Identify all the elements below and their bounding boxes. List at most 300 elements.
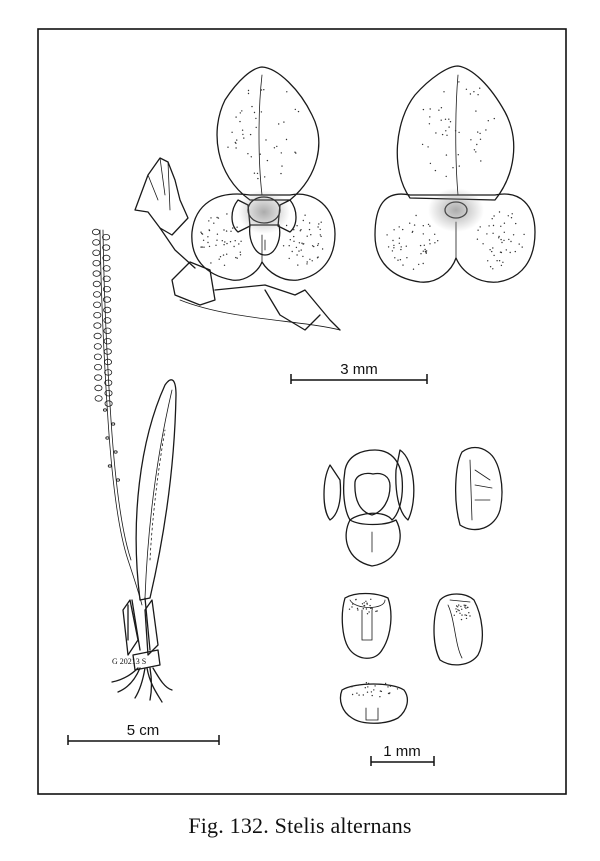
stipple-dot [209, 246, 210, 247]
stipple-dot [475, 110, 476, 111]
column-side-view [456, 448, 502, 530]
scale-label-habit: 5 cm [126, 722, 160, 739]
stipple-dot [500, 252, 501, 253]
stipple-dot [236, 227, 237, 228]
stipple-dot [254, 173, 255, 174]
stipple-dot [466, 89, 467, 90]
stipple-dot [424, 245, 425, 246]
stipple-dot [500, 226, 501, 227]
stipple-dot [321, 222, 322, 223]
stipple-dot [223, 254, 224, 255]
stipple-dot [286, 139, 287, 140]
raceme-flower-bud [105, 401, 112, 407]
stipple-dot [504, 232, 505, 233]
stipple-dot [355, 599, 356, 600]
stipple-dot [261, 89, 262, 90]
stipple-dot [358, 694, 359, 695]
stipple-dot [242, 130, 243, 131]
stipple-dot [513, 234, 514, 235]
stipple-dot [357, 609, 358, 610]
stipple-dot [306, 263, 307, 264]
raceme-node [116, 479, 119, 481]
stipple-dot [236, 139, 237, 140]
stipple-dot [485, 129, 486, 130]
raceme-flower-bud [104, 328, 111, 334]
stipple-dot [376, 610, 377, 611]
stipple-dot [289, 258, 290, 259]
stipple-dot [429, 239, 430, 240]
stipple-dot [296, 254, 297, 255]
stipple-dot [460, 606, 461, 607]
stipple-dot [363, 694, 364, 695]
stipple-dot [241, 110, 242, 111]
raceme-flower-bud [95, 364, 102, 370]
stipple-dot [307, 236, 308, 237]
stipple-dot [367, 686, 368, 687]
stipple-dot [461, 619, 462, 620]
stipple-dot [429, 116, 430, 117]
raceme-flower-bud [94, 302, 101, 308]
stipple-dot [352, 603, 353, 604]
stipple-dot [397, 688, 398, 689]
stipple-dot [216, 217, 217, 218]
stipple-dot [235, 257, 236, 258]
stipple-dot [290, 239, 291, 240]
stipple-dot [386, 234, 387, 235]
stipple-dot [458, 604, 459, 605]
stipple-dot [470, 139, 471, 140]
stipple-dot [296, 225, 297, 226]
stipple-dot [490, 266, 491, 267]
stipple-dot [429, 225, 430, 226]
stipple-dot [428, 224, 429, 225]
stipple-dot [493, 225, 494, 226]
stipple-dot [349, 609, 350, 610]
stipple-dot [390, 686, 391, 687]
stipple-dot [511, 217, 512, 218]
stipple-dot [207, 242, 208, 243]
stipple-dot [480, 226, 481, 227]
stipple-dot [293, 236, 294, 237]
stipple-dot [226, 243, 227, 244]
stipple-dot [207, 236, 208, 237]
stipple-dot [281, 165, 282, 166]
stipple-dot [365, 687, 366, 688]
stipple-dot [469, 615, 470, 616]
stipple-dot [464, 606, 465, 607]
stipple-dot [510, 241, 511, 242]
column-detail [344, 450, 403, 520]
stipple-dot [220, 256, 221, 257]
stipple-dot [452, 167, 453, 168]
stipple-dot [434, 234, 435, 235]
stipple-dot [235, 116, 236, 117]
stipple-dot [402, 264, 403, 265]
raceme-flower-bud [95, 375, 102, 381]
stipple-dot [406, 257, 407, 258]
stipple-dot [446, 135, 447, 136]
stipple-dot [475, 151, 476, 152]
raceme-flower-bud [103, 234, 110, 240]
lip-detail [346, 520, 400, 566]
stipple-dot [281, 152, 282, 153]
stipple-dot [320, 229, 321, 230]
stipple-dot [487, 260, 488, 261]
stipple-dot [437, 240, 438, 241]
stipple-dot [317, 257, 318, 258]
stipple-dot [446, 154, 447, 155]
stipple-dot [364, 602, 365, 603]
stipple-dot [372, 695, 373, 696]
anther-cap [355, 473, 390, 515]
stipple-dot [470, 93, 471, 94]
stipple-dot [501, 265, 502, 266]
stipple-dot [363, 608, 364, 609]
stipple-dot [280, 173, 281, 174]
stipple-dot [264, 176, 265, 177]
stipple-dot [373, 689, 374, 690]
stipple-dot [409, 223, 410, 224]
stipple-dot [248, 93, 249, 94]
stipple-dot [367, 692, 368, 693]
stipple-dot [442, 134, 443, 135]
stipple-dot [388, 246, 389, 247]
stipple-dot [231, 132, 232, 133]
stipple-dot [465, 605, 466, 606]
stipple-dot [227, 147, 228, 148]
stipple-dot [488, 120, 489, 121]
stipple-dot [473, 91, 474, 92]
raceme-flower-bud [104, 318, 111, 324]
stipple-dot [458, 610, 459, 611]
stipple-dot [476, 144, 477, 145]
stipple-dot [283, 121, 284, 122]
stipple-dot [224, 241, 225, 242]
raceme-flower-bud [92, 229, 99, 235]
stipple-dot [499, 211, 500, 212]
stipple-dot [261, 111, 262, 112]
stipple-dot [493, 215, 494, 216]
stipple-dot [224, 265, 225, 266]
stipple-dot [423, 225, 424, 226]
stipple-dot [276, 146, 277, 147]
stipple-dot [480, 139, 481, 140]
stipple-dot [254, 112, 255, 113]
stipple-dot [458, 81, 459, 82]
stipple-dot [493, 255, 494, 256]
stipple-dot [426, 250, 427, 251]
raceme-flower-bud [93, 260, 100, 266]
stipple-dot [226, 230, 227, 231]
stipple-dot [477, 131, 478, 132]
stipple-dot [368, 611, 369, 612]
stipple-dot [488, 225, 489, 226]
figure-caption: Fig. 132. Stelis alternans [188, 813, 412, 838]
scale-bar-dissection [371, 743, 434, 766]
stipple-dot [303, 243, 304, 244]
stipple-dot [309, 259, 310, 260]
stipple-dot [371, 691, 372, 692]
stipple-dot [309, 222, 310, 223]
stipple-dot [380, 690, 381, 691]
raceme-flower-bud [93, 250, 100, 256]
stipple-dot [235, 143, 236, 144]
stipple-dot [375, 611, 376, 612]
stipple-dot [494, 118, 495, 119]
raceme-flower-bud [94, 344, 101, 350]
stipple-dot [401, 246, 402, 247]
stipple-dot [450, 121, 451, 122]
stipple-dot [240, 112, 241, 113]
raceme-flower-bud [93, 271, 100, 277]
stipple-dot [400, 249, 401, 250]
stipple-dot [357, 608, 358, 609]
stipple-dot [399, 238, 400, 239]
stipple-dot [265, 139, 266, 140]
stipple-dot [366, 682, 367, 683]
stipple-dot [489, 249, 490, 250]
stipple-dot [304, 215, 305, 216]
stipple-dot [233, 246, 234, 247]
stipple-dot [500, 239, 501, 240]
raceme-flower-bud [94, 312, 101, 318]
stipple-dot [427, 146, 428, 147]
stipple-dot [232, 227, 233, 228]
stipple-dot [223, 244, 224, 245]
scale-label-flower: 3 mm [340, 361, 378, 378]
stipple-dot [320, 236, 321, 237]
stipple-dot [283, 245, 284, 246]
stipple-dot [237, 258, 238, 259]
stipple-dot [240, 254, 241, 255]
stipple-dot [299, 242, 300, 243]
stipple-dot [441, 107, 442, 108]
stipple-dot [479, 88, 480, 89]
stipple-dot [230, 241, 231, 242]
stipple-dot [492, 233, 493, 234]
dissection-stippling [349, 599, 471, 698]
stipple-dot [402, 229, 403, 230]
stipple-dot [223, 229, 224, 230]
stipple-dot [367, 603, 368, 604]
stipple-dot [367, 613, 368, 614]
stipple-dot [423, 251, 424, 252]
stipple-dot [295, 109, 296, 110]
stipple-dot [482, 243, 483, 244]
stipple-dot [312, 260, 313, 261]
scale-label-dissection: 1 mm [383, 743, 421, 760]
stipple-dot [239, 121, 240, 122]
stipple-dot [434, 242, 435, 243]
petal-left-detail [324, 465, 341, 520]
stipple-dot [454, 615, 455, 616]
dissection-lip-views [340, 594, 482, 724]
stipple-dot [379, 696, 380, 697]
stipple-dot [257, 173, 258, 174]
stipple-dot [300, 229, 301, 230]
stipple-dot [358, 684, 359, 685]
stipple-dot [210, 262, 211, 263]
stipple-dot [445, 119, 446, 120]
stipple-dot [400, 259, 401, 260]
stipple-dot [292, 251, 293, 252]
stipple-dot [498, 236, 499, 237]
raceme-node [112, 423, 115, 425]
stipple-dot [310, 234, 311, 235]
stipple-dot [208, 220, 209, 221]
stipple-dot [293, 229, 294, 230]
stipple-dot [457, 606, 458, 607]
stipple-dot [251, 156, 252, 157]
stipple-dot [443, 91, 444, 92]
stipple-dot [240, 241, 241, 242]
stipple-dot [420, 245, 421, 246]
stipple-dot [456, 611, 457, 612]
stipple-dot [413, 269, 414, 270]
stipple-dot [397, 260, 398, 261]
stipple-dot [496, 260, 497, 261]
stipple-dot [213, 223, 214, 224]
stipple-dot [508, 215, 509, 216]
stipple-dot [392, 250, 393, 251]
flower-front-view [135, 67, 340, 330]
raceme-flower-bud [93, 292, 100, 298]
stipple-dot [455, 608, 456, 609]
stipple-dot [235, 147, 236, 148]
stipple-dot [479, 133, 480, 134]
stipple-dot [217, 234, 218, 235]
stipple-dot [250, 134, 251, 135]
stipple-dot [418, 264, 419, 265]
stipple-dot [251, 106, 252, 107]
plate-frame [38, 29, 566, 794]
stipple-dot [230, 231, 231, 232]
stipple-dot [465, 608, 466, 609]
stipple-dot [322, 248, 323, 249]
stipple-dot [313, 246, 314, 247]
raceme-flower-bud [94, 333, 101, 339]
raceme-flower-bud [104, 338, 111, 344]
raceme-flower-bud [104, 349, 111, 355]
stipple-dot [477, 239, 478, 240]
stipple-dot [374, 685, 375, 686]
stipple-dot [477, 94, 478, 95]
stipple-dot [366, 608, 367, 609]
stipple-dot [209, 229, 210, 230]
stipple-dot [352, 694, 353, 695]
stipple-dot [351, 686, 352, 687]
stipple-dot [295, 152, 296, 153]
stipple-dot [318, 223, 319, 224]
stipple-dot [235, 240, 236, 241]
stipple-dot [457, 609, 458, 610]
artist-signature: G 20213 S [112, 657, 147, 666]
stipple-dot [242, 134, 243, 135]
raceme-flowers [92, 229, 119, 481]
stipple-dot [203, 247, 204, 248]
stipple-dot [458, 132, 459, 133]
stipple-dot [423, 109, 424, 110]
stipple-dot [257, 178, 258, 179]
stipple-dot [215, 245, 216, 246]
raceme-flower-bud [95, 396, 102, 402]
stipple-dot [216, 240, 217, 241]
stipple-dot [406, 246, 407, 247]
stipple-dot [263, 89, 264, 90]
stipple-dot [423, 233, 424, 234]
stipple-dot [372, 608, 373, 609]
stipple-dot [387, 686, 388, 687]
stipple-dot [435, 132, 436, 133]
stipple-dot [438, 110, 439, 111]
raceme-node [108, 465, 111, 467]
stipple-dot [515, 251, 516, 252]
stipple-dot [474, 149, 475, 150]
stipple-dot [501, 242, 502, 243]
stipple-dot [385, 683, 386, 684]
stipple-dot [247, 153, 248, 154]
stipple-dot [448, 126, 449, 127]
stipple-dot [303, 220, 304, 221]
stipple-dot [365, 601, 366, 602]
stipple-dot [466, 615, 467, 616]
stipple-dot [286, 225, 287, 226]
stipple-dot [368, 683, 369, 684]
stipple-dot [492, 268, 493, 269]
stipple-dot [238, 243, 239, 244]
stipple-dot [446, 176, 447, 177]
scale-bar-habit [68, 722, 219, 745]
stipple-dot [286, 91, 287, 92]
stipple-dot [363, 605, 364, 606]
stipple-dot [486, 233, 487, 234]
dissection-column-lip [324, 448, 502, 567]
stipple-dot [459, 165, 460, 166]
stipple-dot [491, 251, 492, 252]
stipple-dot [301, 249, 302, 250]
stipple-dot [515, 223, 516, 224]
stipple-dot [503, 240, 504, 241]
stipple-dot [399, 226, 400, 227]
stipple-dot [435, 170, 436, 171]
stipple-dot [394, 257, 395, 258]
raceme-flower-bud [104, 307, 111, 313]
stipple-dot [423, 263, 424, 264]
stipple-dot [477, 230, 478, 231]
stipple-dot [468, 612, 469, 613]
stipple-dot [412, 231, 413, 232]
stipple-dot [320, 234, 321, 235]
stipple-dot [464, 605, 465, 606]
floral-bract-lower [172, 262, 215, 305]
raceme-flower-bud [93, 240, 100, 246]
stipple-dot [226, 213, 227, 214]
stipple-dot [356, 693, 357, 694]
stipple-dot [455, 130, 456, 131]
stipple-dot [448, 119, 449, 120]
sepals-flattened-view [375, 66, 535, 282]
stipple-dot [523, 234, 524, 235]
stipple-dot [506, 249, 507, 250]
stipple-dot [309, 229, 310, 230]
stipple-dot [464, 614, 465, 615]
stipple-dot [422, 144, 423, 145]
stipple-dot [219, 259, 220, 260]
raceme-node [114, 451, 117, 453]
stipple-dot [425, 252, 426, 253]
stipple-dot [393, 247, 394, 248]
stipple-dot [296, 247, 297, 248]
